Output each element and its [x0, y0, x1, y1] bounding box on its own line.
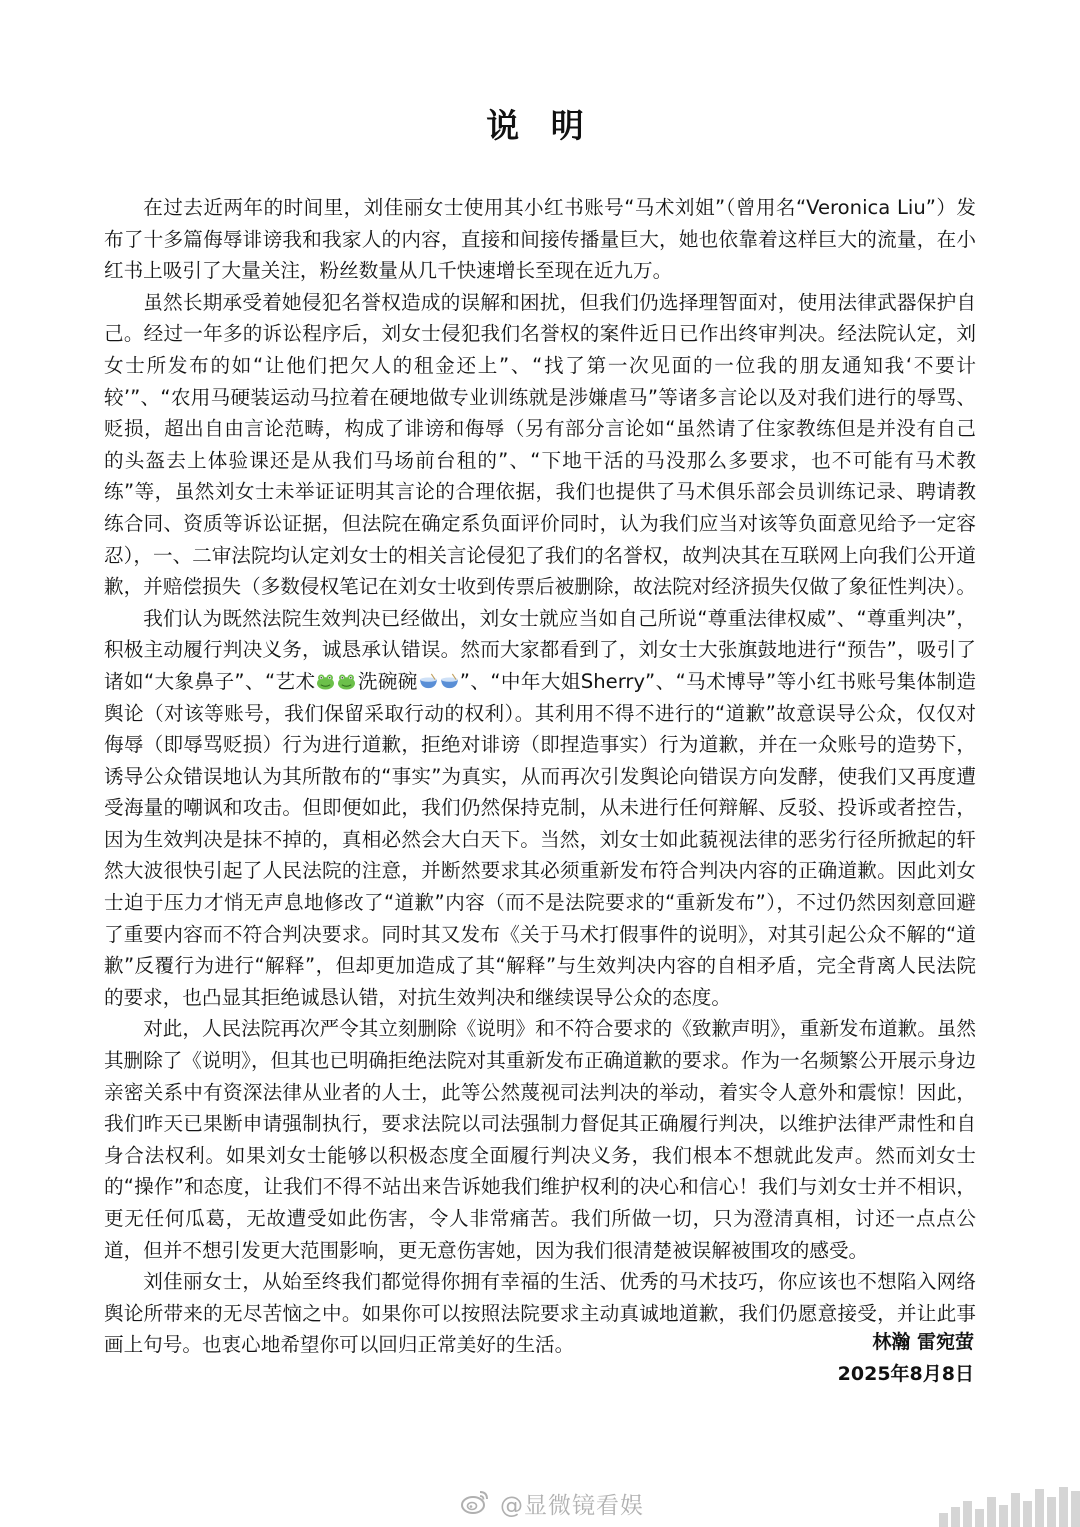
- signature-date: 2025年8月8日: [837, 1363, 974, 1385]
- paragraph-3-part-b: 洗碗碗: [357, 669, 418, 693]
- frog-emoji-icon: [316, 673, 335, 690]
- paragraph-3-part-a: 我们认为既然法院生效判决已经做出，刘女士就应当如自己所说“尊重法律权威”、“尊重判决”，积极主动履行判决义务，诚恳承认错误。然而大家都看到了，刘女士大张旗鼓地进行“预告”，吸引了诸如“大象鼻子”、“艺术: [104, 606, 976, 693]
- signature-names: 林瀚 雷宛萤: [872, 1331, 974, 1353]
- watermark: [0, 1483, 1080, 1527]
- bowl-emoji-icon: [419, 673, 438, 690]
- document-body: [104, 192, 976, 1361]
- bowl-emoji-icon: [440, 673, 459, 690]
- paragraph-3: [104, 603, 976, 1014]
- weibo-logo-icon: [460, 1487, 490, 1517]
- watermark-texture: [930, 1483, 1080, 1527]
- paragraph-4: 对此，人民法院再次严令其立刻删除《说明》和不符合要求的《致歉声明》，重新发布道歉。虽然其删除了《说明》，但其也已明确拒绝法院对其重新发布正确道歉的要求。作为一名频繁公开展示身边亲密关系中有资深法律从业者的人士，此等公然蔑视司法判决的举动，着实令人意外和震惊！因此，我们昨天已果断申请强制执行，要求法院以司法强制力督促其正确履行判决，以维护法律严肃性和自身合法权利。如果刘女士能够以积极态度全面履行判决义务，我们根本不想就此发声。然而刘女士的“操作”和态度，让我们不得不站出来告诉她我们维护权利的决心和信心！我们与刘女士并不相识，更无任何瓜葛，无故遭受如此伤害，令人非常痛苦。我们所做一切，只为澄清真相，讨还一点点公道，但并不想引发更大范围影响，更无意伤害她，因为我们很清楚被误解被围攻的感受。: [104, 1017, 976, 1262]
- document-title: 说 明: [486, 106, 594, 145]
- paragraph-3-part-c: ”、“中年大姐Sherry”、“马术博导”等小红书账号集体制造舆论（对该等账号，我们保留采取行动的权利）。其利用不得不进行的“道歉”故意误导公众，仅仅对侮辱（即辱骂贬损）行为进行道歉，拒绝对诽谤（即捏造事实）行为道歉，并在一众账号的造势下，诱导公众错误地认为其所散布的“事实”为真实，从而再次引发舆论向错误方向发酵，使我们又再度遭受海量的嘲讽和攻击。但即便如此，我们仍然保持克制，从未进行任何辩解、反驳、投诉或者控告，因为生效判决是抹不掉的，真相必然会大白天下。当然，刘女士如此藐视法律的恶劣行径所掀起的轩然大波很快引起了人民法院的注意，并断然要求其必须重新发布符合判决内容的正确道歉。因此刘女士迫于压力才悄无声息地修改了“道歉”内容（而不是法院要求的“重新发布”），不过仍然因刻意回避了重要内容而不符合判决要求。同时其又发布《关于马术打假事件的说明》，对其引起公众不解的“道歉”反覆行为进行“解释”，但却更加造成了其“解释”与生效判决内容的自相矛盾，完全背离人民法院的要求，也凸显其拒绝诚恳认错，对抗生效判决和继续误导公众的态度。: [104, 669, 977, 1009]
- watermark-text: @显微镜看娱: [500, 1493, 644, 1519]
- frog-emoji-icon: [337, 673, 356, 690]
- paragraph-2: 虽然长期承受着她侵犯名誉权造成的误解和困扰，但我们仍选择理智面对，使用法律武器保护自己。经过一年多的诉讼程序后，刘女士侵犯我们名誉权的案件近日已作出终审判决。经法院认定，刘女士所发布的如“让他们把欠人的租金还上”、“找了第一次见面的一位我的朋友通知我‘不要计较’”、“农用马硬装运动马拉着在硬地做专业训练就是涉嫌虐马”等诸多言论以及对我们进行的辱骂、贬损，超出自由言论范畴，构成了诽谤和侮辱（另有部分言论如“虽然请了住家教练但是并没有自己的头盔去上体验课还是从我们马场前台租的”、“下地干活的马没那么多要求，也不可能有马术教练”等，虽然刘女士未举证证明其言论的合理依据，我们也提供了马术俱乐部会员训练记录、聘请教练合同、资质等诉讼证据，但法院在确定系负面评价同时，认为我们应当对该等负面意见给予一定容忍），一、二审法院均认定刘女士的相关言论侵犯了我们的名誉权，故判决其在互联网上向我们公开道歉，并赔偿损失（多数侵权笔记在刘女士收到传票后被删除，故法院对经济损失仅做了象征性判决）。: [104, 290, 976, 599]
- paragraph-5: 刘佳丽女士，从始至终我们都觉得你拥有幸福的生活、优秀的马术技巧，你应该也不想陷入网络舆论所带来的无尽苦恼之中。如果你可以按照法院要求主动真诚地道歉，我们仍愿意接受，并让此事画上句号。也衷心地希望你可以回归正常美好的生活。: [104, 1270, 976, 1357]
- signature-block: [838, 1326, 974, 1390]
- paragraph-1: 在过去近两年的时间里，刘佳丽女士使用其小红书账号“马术刘姐”（曾用名“Veronica Liu”）发布了十多篇侮辱诽谤我和我家人的内容，直接和间接传播量巨大，她也依靠着这样巨大的流量，在小红书上吸引了大量关注，粉丝数量从几千快速增长至现在近九万。: [104, 196, 976, 283]
